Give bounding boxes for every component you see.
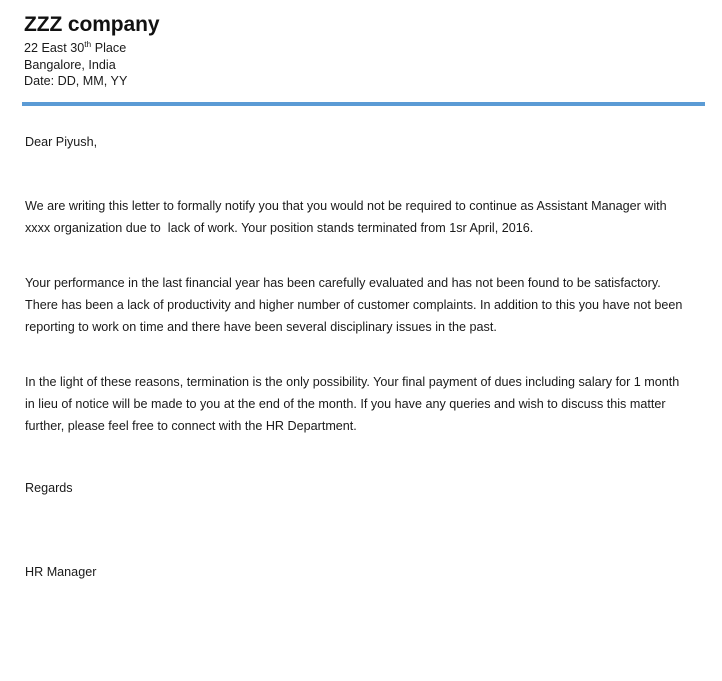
address-city-line: Bangalore, India xyxy=(24,57,116,72)
header-divider-rule xyxy=(22,102,705,106)
spacer-paragraph-2-3 xyxy=(25,338,692,371)
body-paragraph-2: Your performance in the last financial year has been carefully evaluated and has not been found to be satisfactory. There has been a lack of productivity and higher number of customer complaints. In addition to this you have not been reporting to work on time and there have been several disciplinary issues in the past. xyxy=(25,276,686,334)
address-street-line xyxy=(24,40,684,57)
date-line: Date: DD, MM, YY xyxy=(24,74,128,88)
signature-title: HR Manager xyxy=(25,565,97,579)
letter-body xyxy=(25,131,692,583)
spacer-after-salutation xyxy=(25,153,692,195)
body-paragraph-3: In the light of these reasons, termination is the only possibility. Your final payment of dues including salary for 1 month in lieu of notice will be made to you at the end of the month. If you have any queries and wish to discuss this matter further, please feel free to connect with the HR Department. xyxy=(25,375,683,433)
address-street-ordinal: th xyxy=(84,38,92,49)
signature-space xyxy=(25,499,692,561)
spacer-before-closing xyxy=(25,437,692,477)
body-paragraph-1: We are writing this letter to formally notify you that you would not be required to continue as Assistant Manager with xxxx organization due to lack of work. Your position stands terminated from 1sr April, 2016. xyxy=(25,199,671,235)
company-name: ZZZ company xyxy=(24,13,160,36)
letterhead xyxy=(24,12,684,90)
address-street-suffix: Place xyxy=(91,41,127,55)
salutation: Dear Piyush, xyxy=(25,135,98,149)
address-street-number: 22 East 30 xyxy=(24,41,85,55)
spacer-paragraph-1-2 xyxy=(25,239,692,272)
closing-salutation: Regards xyxy=(25,481,73,495)
